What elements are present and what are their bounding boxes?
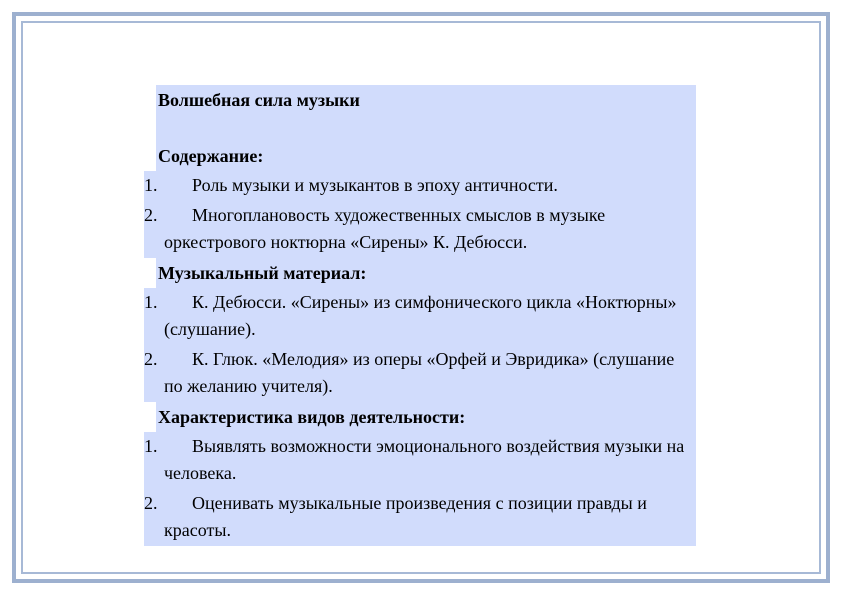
list-item bbox=[144, 345, 696, 402]
list-item-text: К. Дебюсси. «Сирены» из симфонического цикла «Ноктюрны» (слушание). bbox=[164, 292, 677, 339]
list-item-number: 1. bbox=[144, 292, 158, 312]
section-heading-material: Музыкальный материал: bbox=[156, 258, 696, 288]
list-item-number: 2. bbox=[144, 205, 158, 225]
list-item-number: 2. bbox=[144, 493, 158, 513]
list-item-text: Выявлять возможности эмоционального воздействия музыки на человека. bbox=[164, 436, 685, 483]
list-item-text: Многоплановость художественных смыслов в музыке оркестрового ноктюрна «Сирены» К. Дебюсси. bbox=[164, 205, 606, 252]
slide-content bbox=[144, 85, 696, 546]
section-heading-content: Содержание: bbox=[156, 141, 696, 171]
list-item bbox=[144, 288, 696, 345]
list-item-text: К. Глюк. «Мелодия» из оперы «Орфей и Эвридика» (слушание по желанию учителя). bbox=[164, 349, 675, 396]
list-item bbox=[144, 432, 696, 489]
list-item bbox=[144, 171, 696, 201]
list-item-text: Роль музыки и музыкантов в эпоху античности. bbox=[192, 175, 558, 195]
list-item bbox=[144, 489, 696, 546]
list-item-text: Оценивать музыкальные произведения с позиции правды и красоты. bbox=[164, 493, 647, 540]
list-item-number: 2. bbox=[144, 349, 158, 369]
list-item bbox=[144, 201, 696, 258]
list-item-number: 1. bbox=[144, 436, 158, 456]
section-heading-activities: Характеристика видов деятельности: bbox=[156, 402, 696, 432]
list-item-number: 1. bbox=[144, 175, 158, 195]
slide-title: Волшебная сила музыки bbox=[156, 85, 696, 141]
